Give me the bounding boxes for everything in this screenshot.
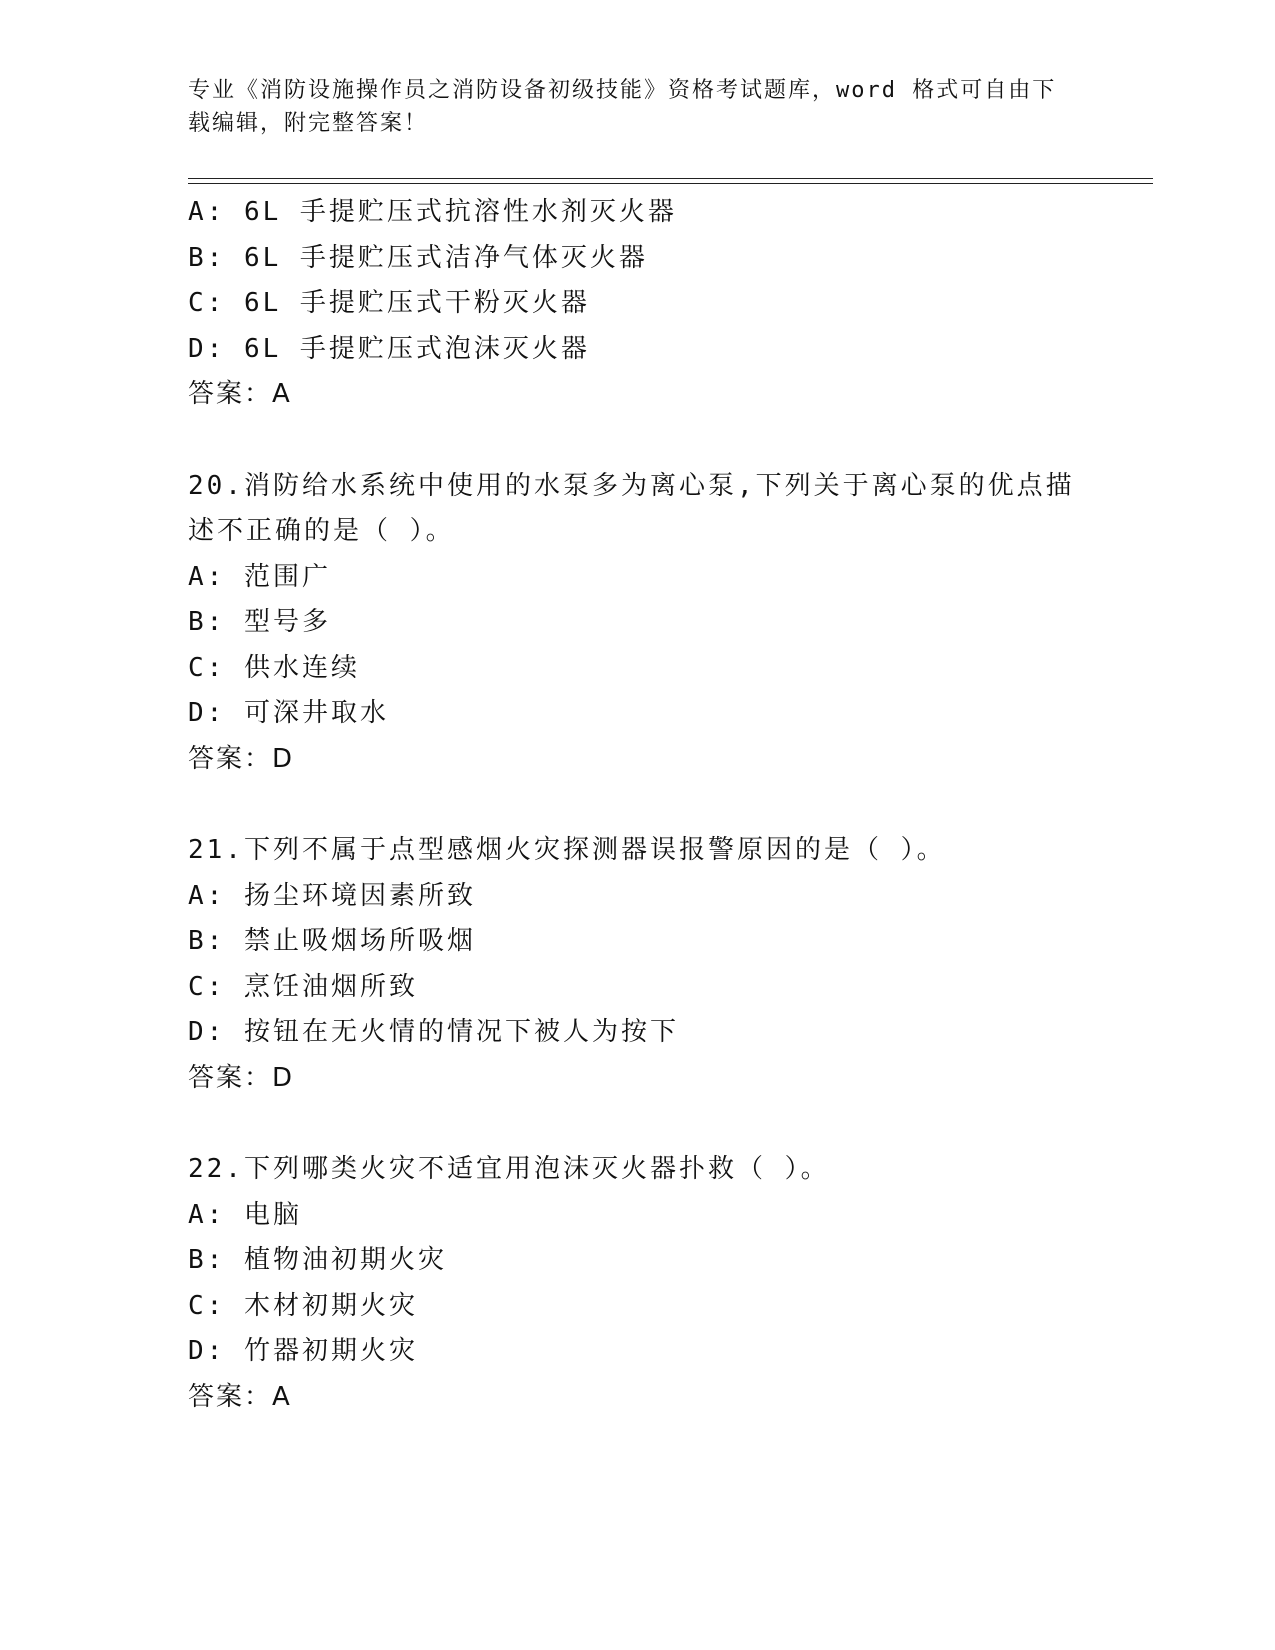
question-stem: 20.消防给水系统中使用的水泵多为离心泵,下列关于离心泵的优点描 (188, 470, 1075, 501)
header-line-1: 专业《消防设施操作员之消防设备初级技能》资格考试题库，word 格式可自由下 (188, 78, 1057, 103)
option-a: A: 电脑 (188, 1199, 302, 1230)
answer-label: 答案：A (188, 1381, 292, 1412)
header-divider-top (188, 178, 1153, 179)
option-b: B: 植物油初期火灾 (188, 1245, 447, 1275)
option-b: B: 禁止吸烟场所吸烟 (188, 926, 476, 956)
header-divider-bottom (188, 183, 1153, 184)
option-d: D: 6L 手提贮压式泡沫灭火器 (188, 333, 590, 364)
question-stem: 22.下列哪类火灾不适宜用泡沫灭火器扑救（ ）。 (188, 1154, 830, 1184)
option-c: C: 烹饪油烟所致 (188, 971, 418, 1002)
answer-label: 答案：D (188, 1062, 295, 1093)
option-d: D: 可深井取水 (188, 698, 389, 728)
question-22 (188, 1147, 1088, 1420)
question-19-continued (188, 190, 1088, 418)
question-20 (188, 464, 1088, 783)
option-d: D: 按钮在无火情的情况下被人为按下 (188, 1017, 679, 1047)
option-a: A: 范围广 (188, 561, 331, 592)
question-21 (188, 828, 1088, 1101)
header-line-2: 载编辑，附完整答案！ (188, 111, 429, 136)
answer-label: 答案：D (188, 743, 295, 774)
option-a: A: 扬尘环境因素所致 (188, 880, 476, 911)
option-b: B: 型号多 (188, 607, 331, 637)
option-a: A: 6L 手提贮压式抗溶性水剂灭火器 (188, 197, 677, 227)
document-header (188, 74, 1088, 140)
question-stem: 21.下列不属于点型感烟火灾探测器误报警原因的是（ ）。 (188, 835, 946, 865)
option-d: D: 竹器初期火灾 (188, 1336, 418, 1366)
option-c: C: 供水连续 (188, 652, 360, 683)
option-c: C: 6L 手提贮压式干粉灭火器 (188, 288, 590, 318)
question-stem-continued: 述不正确的是（ ）。 (188, 516, 455, 546)
question-list (188, 190, 1088, 1420)
option-c: C: 木材初期火灾 (188, 1290, 418, 1321)
option-b: B: 6L 手提贮压式洁净气体灭火器 (188, 242, 648, 273)
answer-label: 答案：A (188, 379, 292, 409)
